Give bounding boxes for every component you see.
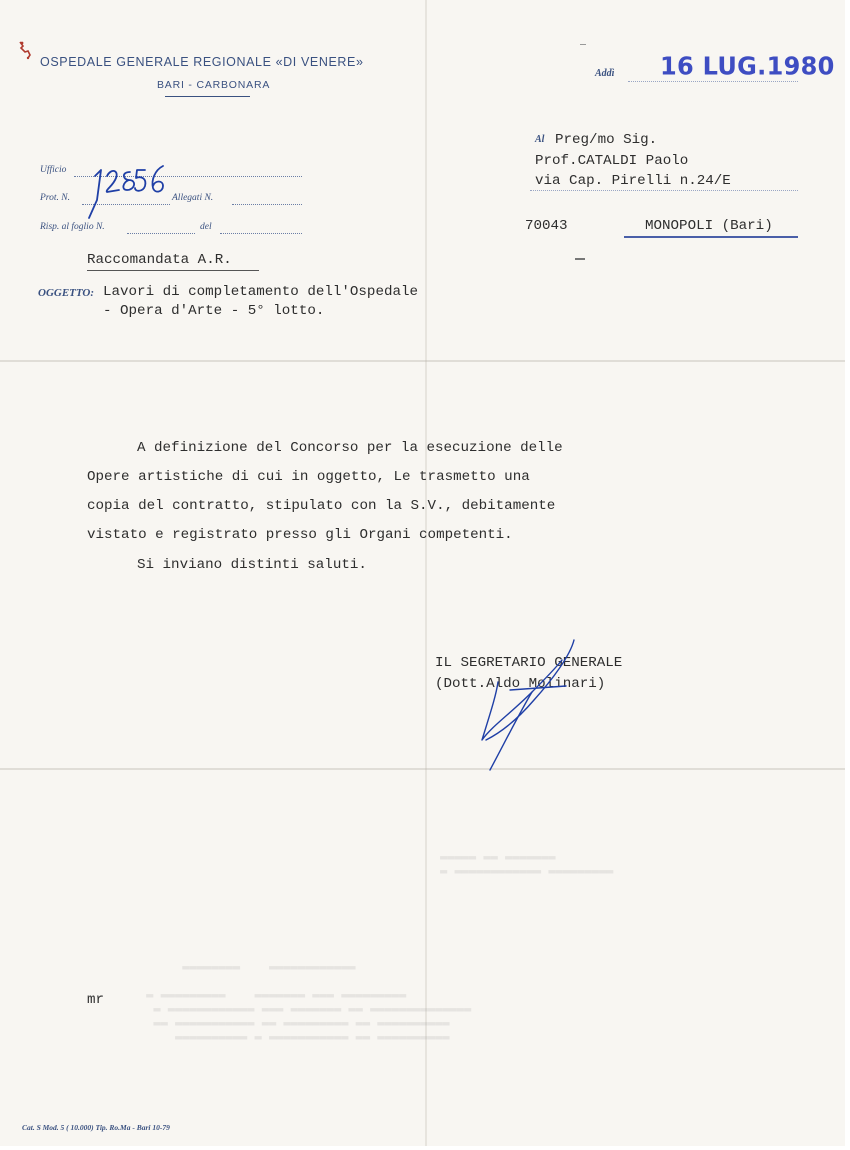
letterhead-rule — [165, 96, 250, 97]
recipient-postal-code: 70043 — [525, 218, 568, 234]
allegati-label: Allegati N. — [172, 193, 214, 203]
date-label: Addì — [595, 68, 615, 79]
signatory-title: IL SEGRETARIO GENERALE — [435, 655, 623, 671]
hospital-logo-mark — [16, 40, 34, 64]
body-line: copia del contratto, stipulato con la S.V., debitamente — [87, 498, 556, 514]
allegati-dotted-line — [232, 204, 302, 205]
fold-line — [0, 360, 845, 362]
address-dotted-line — [530, 190, 798, 191]
risp-label: Risp. al foglio N. — [40, 222, 105, 232]
fold-line — [0, 768, 845, 770]
recipient-line: Preg/mo Sig. — [555, 132, 658, 148]
letterhead-location: BARI - CARBONARA — [157, 79, 271, 91]
ufficio-label: Ufficio — [40, 165, 67, 175]
show-through-ghost: ▬▬▬▬▬▬▬▬ ▬▬▬▬▬▬▬▬▬▬▬▬ ▬ ▬▬▬▬▬▬▬▬▬ ▬▬▬▬▬▬▬ ▬▬▬ ▬▬▬▬▬▬▬▬▬ ▬ ▬▬▬▬▬▬▬▬▬▬▬▬ ▬▬▬ ▬▬▬▬▬▬▬ ▬▬ ▬▬▬▬▬▬▬▬▬▬▬▬▬▬ ▬▬ ▬▬▬▬▬▬▬▬▬▬▬ ▬▬ ▬▬▬▬▬▬▬▬▬ ▬▬ ▬▬▬▬▬▬▬▬▬▬ ▬▬▬▬▬▬▬▬▬▬ ▬ ▬▬▬▬▬▬▬▬▬▬▬ ▬▬ ▬▬▬▬▬▬▬▬▬▬ — [146, 960, 472, 1044]
body-line: Opere artistiche di cui in oggetto, Le trasmetto una — [87, 469, 530, 485]
recipient-prefix: Al — [535, 134, 545, 145]
signatory-name: (Dott.Aldo Molinari) — [435, 676, 606, 692]
recipient-line: via Cap. Pirelli n.24/E — [535, 173, 731, 189]
delivery-underline — [87, 270, 259, 271]
del-label: del — [200, 222, 212, 232]
typist-initials: mr — [87, 992, 105, 1008]
subject-line: Lavori di completamento dell'Ospedale — [103, 284, 419, 300]
city-underline — [624, 236, 798, 238]
del-dotted-line — [220, 233, 302, 234]
body-line: vistato e registrato presso gli Organi competenti. — [87, 527, 513, 543]
body-line: A definizione del Concorso per la esecuzione delle — [137, 440, 563, 456]
stray-mark — [580, 44, 586, 45]
handwritten-prot-number — [83, 162, 173, 220]
body-line: Si inviano distinti saluti. — [137, 557, 367, 573]
date-dotted-line — [628, 81, 798, 82]
subject-line: - Opera d'Arte - 5° lotto. — [103, 303, 325, 319]
delivery-method: Raccomandata A.R. — [87, 252, 232, 268]
stray-mark — [575, 258, 585, 260]
subject-label: OGGETTO: — [38, 287, 95, 299]
show-through-ghost: ▬▬▬▬▬ ▬▬ ▬▬▬▬▬▬▬ ▬ ▬▬▬▬▬▬▬▬▬▬▬▬ ▬▬▬▬▬▬▬▬▬ — [440, 850, 614, 878]
risp-dotted-line — [127, 233, 195, 234]
print-footer: Cat. S Mod. 5 ( 10.000) Tip. Ro.Ma - Bari 10-79 — [22, 1123, 170, 1132]
prot-label: Prot. N. — [40, 193, 70, 203]
recipient-line: Prof.CATALDI Paolo — [535, 153, 689, 169]
recipient-city: MONOPOLI (Bari) — [645, 218, 773, 234]
date-stamp: 16 LUG.1980 — [660, 51, 835, 81]
handwritten-signature — [470, 630, 610, 780]
letterhead-institution: OSPEDALE GENERALE REGIONALE «DI VENERE» — [40, 55, 364, 69]
